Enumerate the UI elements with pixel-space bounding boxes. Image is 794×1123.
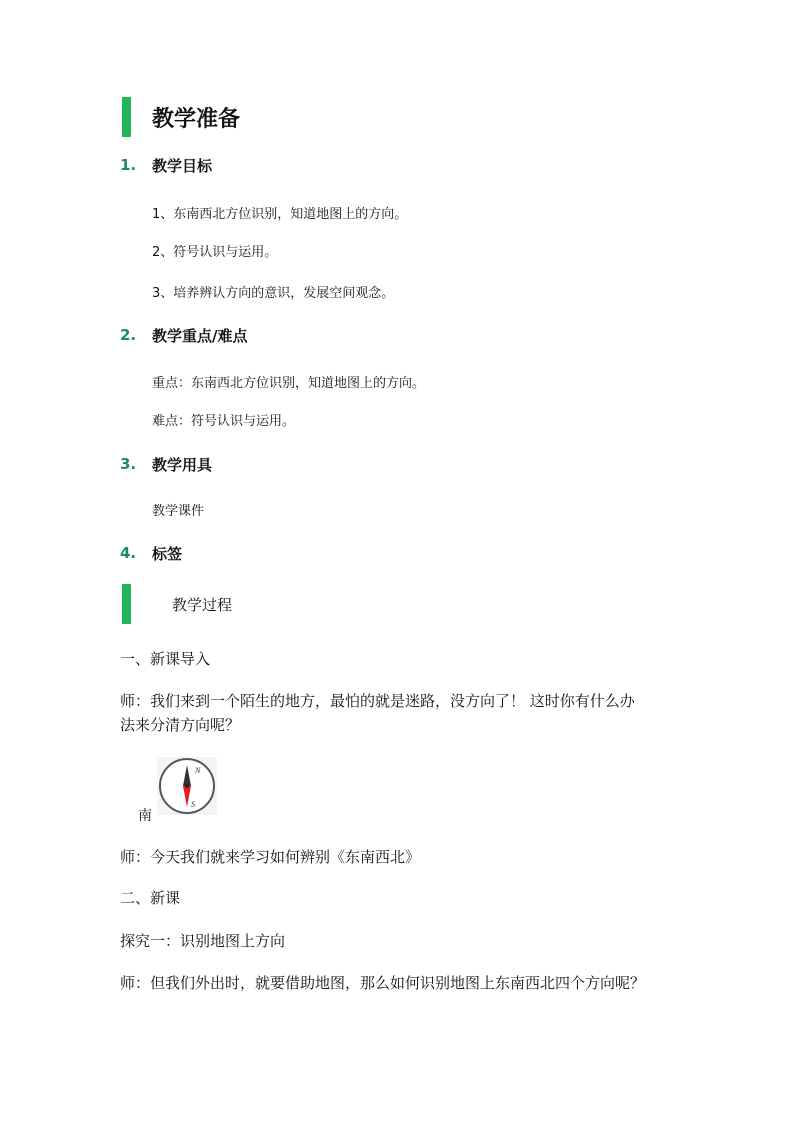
compass-n-letter: N <box>195 766 201 775</box>
intro-heading: 一、新课导入 <box>120 650 211 668</box>
compass-icon <box>157 757 217 815</box>
objective-line: 1、东南西北方位识别，知道地图上的方向。 <box>152 207 408 222</box>
difficulty-line: 难点：符号认识与运用。 <box>152 414 296 429</box>
section-title-keypoints: 教学重点/难点 <box>152 327 248 345</box>
explore-heading: 探究一：识别地图上方向 <box>120 932 286 950</box>
heading-accent-bar <box>122 584 131 624</box>
teacher-question-line: 法来分清方向呢？ <box>120 716 241 734</box>
compass-s-letter: S <box>191 800 195 809</box>
tools-line: 教学课件 <box>152 504 205 519</box>
section-number: 1. <box>120 156 137 174</box>
page-title: 教学准备 <box>152 107 241 132</box>
keypoint-line: 重点：东南西北方位识别，知道地图上的方向。 <box>152 376 426 391</box>
section-title-tools: 教学用具 <box>152 456 213 474</box>
teacher-intro-line: 师：今天我们就来学习如何辨别《东南西北》 <box>120 848 421 866</box>
heading-accent-bar <box>122 97 131 137</box>
objective-line: 3、培养辨认方向的意识，发展空间观念。 <box>152 286 395 301</box>
compass-image <box>157 757 217 815</box>
section-number: 3. <box>120 455 137 473</box>
new-lesson-heading: 二、新课 <box>120 889 181 907</box>
process-title: 教学过程 <box>172 596 233 614</box>
objective-line: 2、符号认识与运用。 <box>152 245 278 260</box>
section-number: 2. <box>120 326 137 344</box>
teacher-question-line: 师：但我们外出时，就要借助地图，那么如何识别地图上东南西北四个方向呢？ <box>120 974 646 992</box>
section-title-tags: 标签 <box>152 545 183 563</box>
compass-label-south: 南 <box>138 808 152 824</box>
section-title-objectives: 教学目标 <box>152 157 213 175</box>
teacher-question-line: 师：我们来到一个陌生的地方，最怕的就是迷路，没方向了！ 这时你有什么办 <box>120 692 635 710</box>
section-number: 4. <box>120 544 137 562</box>
